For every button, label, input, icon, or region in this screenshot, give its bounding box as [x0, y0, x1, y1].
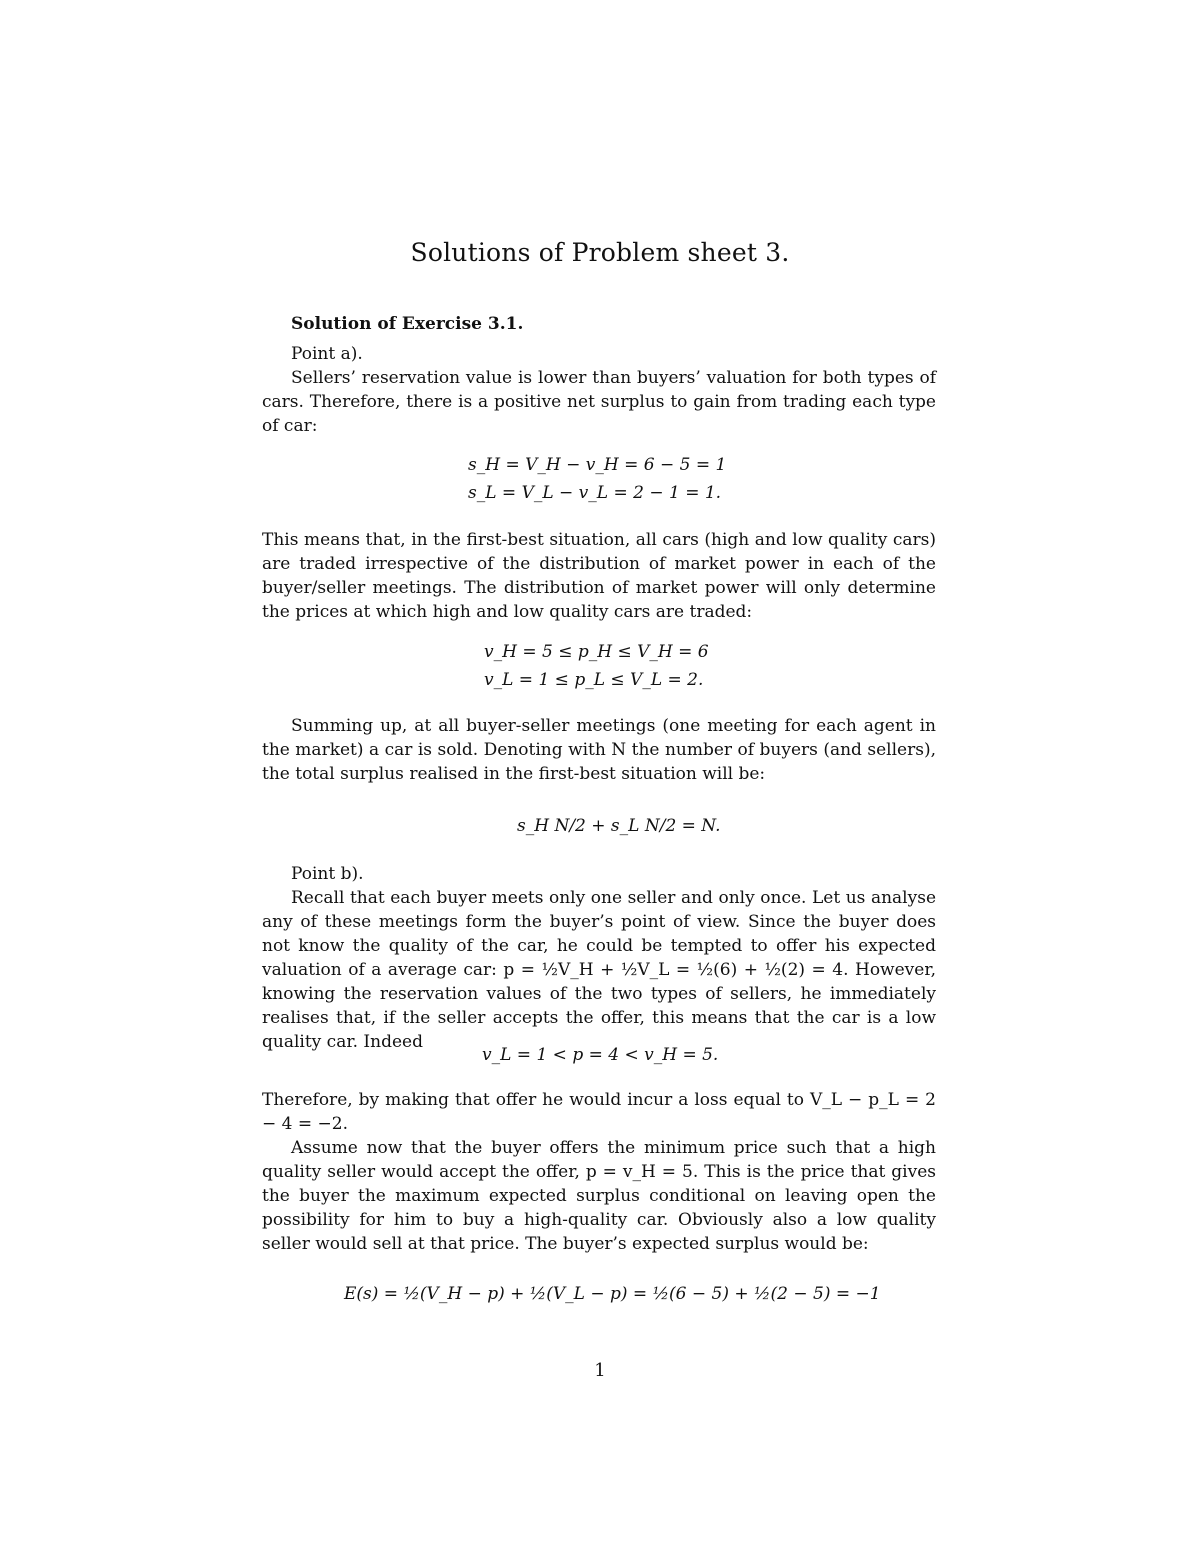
equation-line: v_L = 1 < p = 4 < v_H = 5.: [482, 1045, 719, 1065]
paragraph-6: Assume now that the buyer offers the minimum price such that a high quality seller would accept the offer, p = v_H = 5. This is the price that gives the buyer the maximum expected surplus conditional on leaving open the possibility for him to buy a high-quality car. Obviously also a low quality seller would sell at that price. The buyer’s expected surplus would be:: [262, 1138, 936, 1254]
paragraph-1: Sellers’ reservation value is lower than buyers’ valuation for both types of cars. Therefore, there is a positive net surplus to gain from trading each type of car:: [262, 368, 936, 436]
section-a-text: [262, 312, 936, 438]
paragraph-5-6-block: [262, 1088, 936, 1256]
equation-line: s_H = V_H − v_H = 6 − 5 = 1: [468, 455, 727, 475]
equation-prices: [262, 642, 936, 698]
paragraph-2: This means that, in the first-best situation, all cars (high and low quality cars) are traded irrespective of the distribution of market power in each of the buyer/seller meetings. The distribution of market power will only determine the prices at which high and low quality cars are traded:: [262, 530, 936, 622]
equation-line: s_L = V_L − v_L = 2 − 1 = 1.: [468, 483, 722, 503]
equation-expected-surplus: [262, 1280, 936, 1320]
paragraph-4: Recall that each buyer meets only one seller and only once. Let us analyse any of these meetings form the buyer’s point of view. Since the buyer does not know the quality of the car, he could be tempted to offer his expected valuation of a average car: p = ½V_H + ½V_L = ½(6) + ½(2) = 4. However, knowing the reservation values of the two types of sellers, he immediately realises that, if the seller accepts the offer, this means that the car is a low quality car. Indeed: [262, 888, 936, 1052]
equation-line: E(s) = ½(V_H − p) + ½(V_L − p) = ½(6 − 5) + ½(2 − 5) = −1: [344, 1284, 881, 1304]
paragraph-5: Therefore, by making that offer he would incur a loss equal to V_L − p_L = 2 − 4 = −2.: [262, 1090, 936, 1134]
equation-line: v_L = 1 ≤ p_L ≤ V_L = 2.: [484, 670, 704, 690]
equation-line: s_H N/2 + s_L N/2 = N.: [517, 816, 721, 836]
equation-line: v_H = 5 ≤ p_H ≤ V_H = 6: [484, 642, 709, 662]
equation-surplus: [262, 455, 936, 511]
exercise-heading: Solution of Exercise 3.1.: [291, 314, 524, 334]
paragraph-3-block: [262, 714, 936, 786]
paragraph-2-block: [262, 528, 936, 624]
equation-inequality: [262, 1045, 936, 1071]
point-a-label: Point a).: [291, 344, 363, 364]
section-b-text: [262, 862, 936, 1054]
page-title: Solutions of Problem sheet 3.: [410, 238, 790, 267]
paragraph-3: Summing up, at all buyer-seller meetings (one meeting for each agent in the market) a car is sold. Denoting with N the number of buyers (and sellers), the total surplus realised in the first-best situation will be:: [262, 716, 936, 784]
point-b-label: Point b).: [291, 864, 364, 884]
equation-total-surplus: [262, 812, 936, 848]
page-number: 1: [594, 1360, 606, 1381]
